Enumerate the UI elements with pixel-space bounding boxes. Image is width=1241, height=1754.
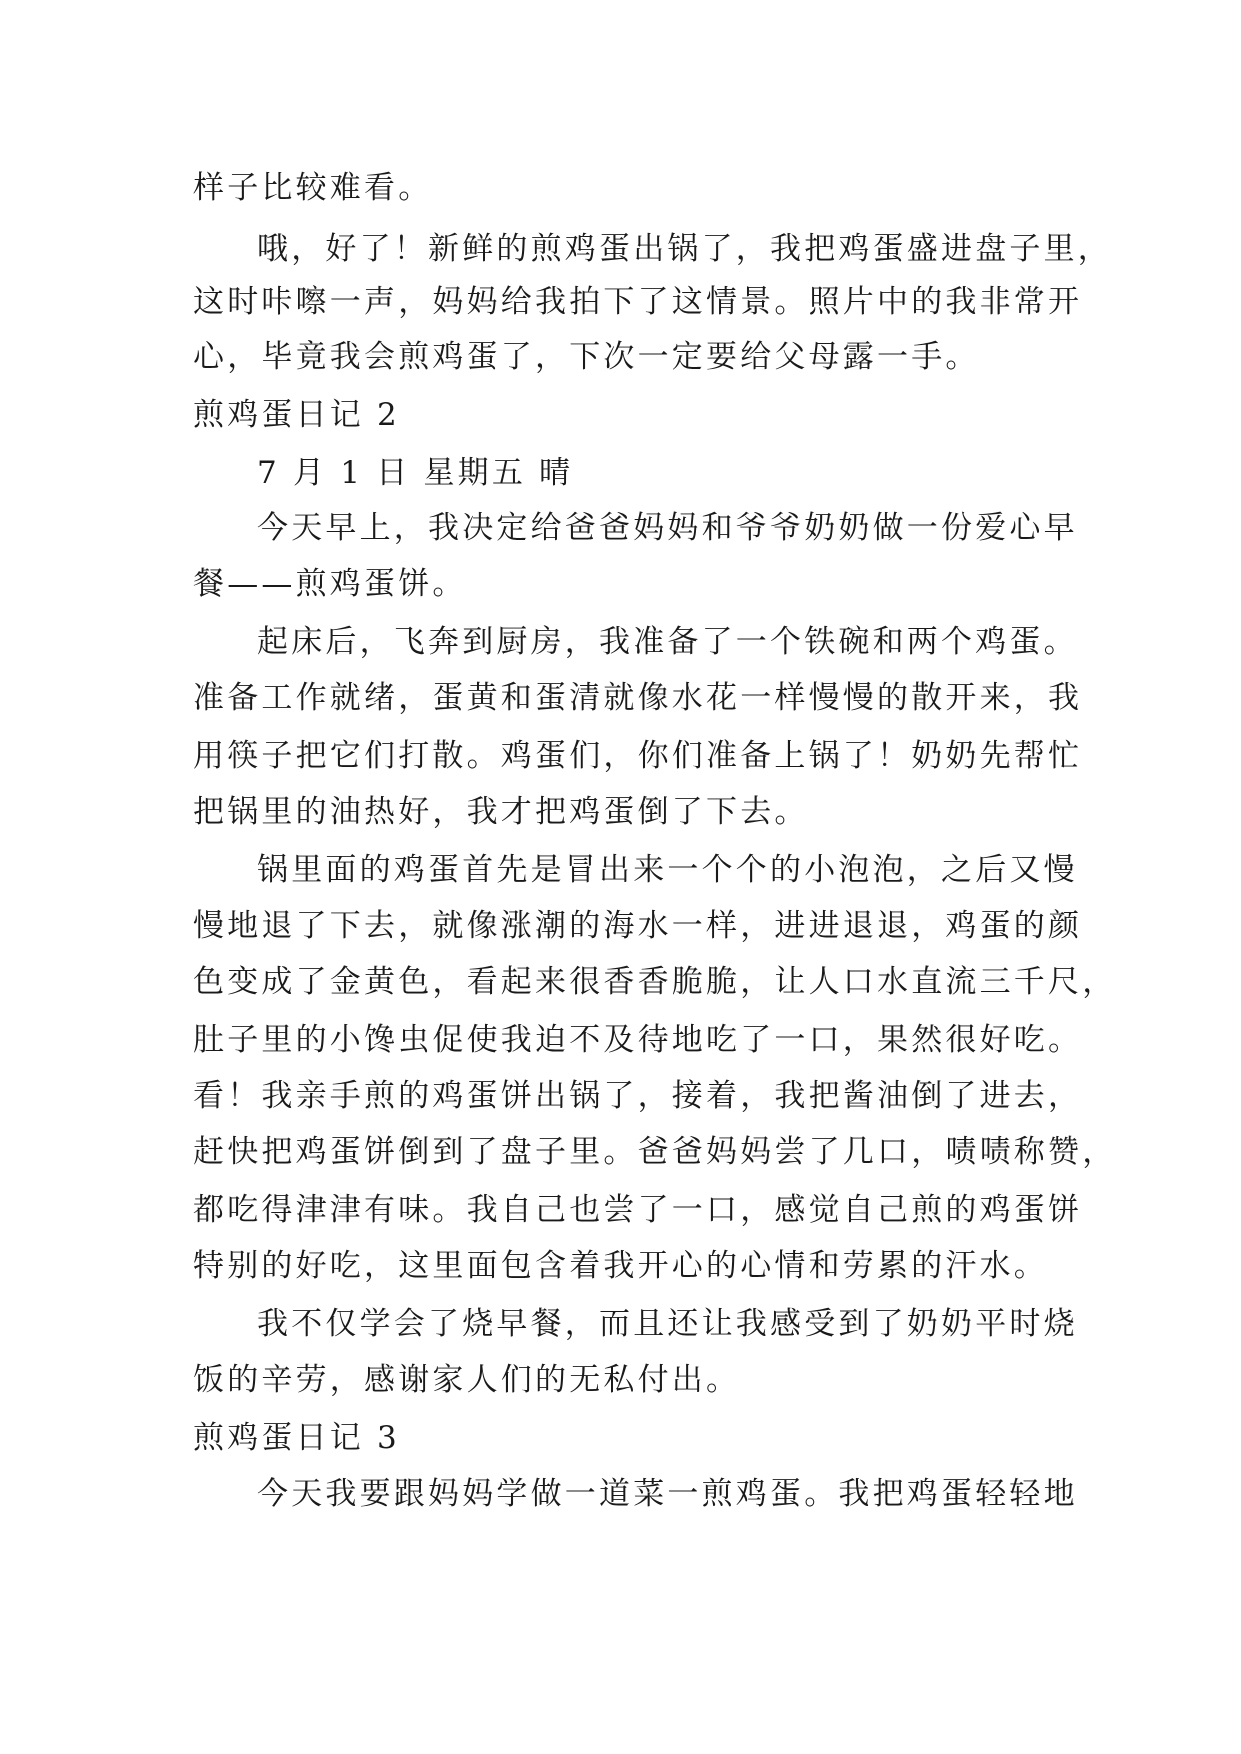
- paragraph-line: 哦，好了！新鲜的煎鸡蛋出锅了，我把鸡蛋盛进盘子里，: [257, 231, 1112, 267]
- paragraph-line: 特别的好吃，这里面包含着我开心的心情和劳累的汗水。: [193, 1248, 1048, 1284]
- paragraph-line: 饭的辛劳，感谢家人们的无私付出。: [193, 1362, 741, 1398]
- section-heading: 煎鸡蛋日记 2: [193, 397, 400, 433]
- paragraph-line: 心，毕竟我会煎鸡蛋了，下次一定要给父母露一手。: [193, 339, 980, 375]
- paragraph-line: 样子比较难看。: [193, 170, 433, 206]
- paragraph-line: 这时咔嚓一声，妈妈给我拍下了这情景。照片中的我非常开: [193, 284, 1083, 320]
- paragraph-line: 起床后，飞奔到厨房，我准备了一个铁碗和两个鸡蛋。: [257, 624, 1078, 660]
- paragraph-line: 准备工作就绪，蛋黄和蛋清就像水花一样慢慢的散开来，我: [193, 680, 1083, 716]
- paragraph-line: 赶快把鸡蛋饼倒到了盘子里。爸爸妈妈尝了几口，啧啧称赞，: [193, 1134, 1117, 1170]
- date-line: 7 月 1 日 星期五 晴: [257, 455, 574, 491]
- paragraph-line: 锅里面的鸡蛋首先是冒出来一个个的小泡泡，之后又慢: [257, 852, 1078, 888]
- paragraph-line: 慢地退了下去，就像涨潮的海水一样，进进退退，鸡蛋的颜: [193, 908, 1083, 944]
- paragraph-line: 用筷子把它们打散。鸡蛋们，你们准备上锅了！奶奶先帮忙: [193, 738, 1083, 774]
- paragraph-line: 色变成了金黄色，看起来很香香脆脆，让人口水直流三千尺，: [193, 964, 1117, 1000]
- paragraph-line: 今天早上，我决定给爸爸妈妈和爷爷奶奶做一份爱心早: [257, 510, 1078, 546]
- paragraph-line: 都吃得津津有味。我自己也尝了一口，感觉自己煎的鸡蛋饼: [193, 1192, 1083, 1228]
- section-heading: 煎鸡蛋日记 3: [193, 1420, 400, 1456]
- paragraph-line: 餐——煎鸡蛋饼。: [193, 566, 467, 602]
- paragraph-line: 今天我要跟妈妈学做一道菜一煎鸡蛋。我把鸡蛋轻轻地: [257, 1476, 1078, 1512]
- paragraph-line: 肚子里的小馋虫促使我迫不及待地吃了一口，果然很好吃。: [193, 1022, 1083, 1058]
- paragraph-line: 把锅里的油热好，我才把鸡蛋倒了下去。: [193, 794, 809, 830]
- paragraph-line: 我不仅学会了烧早餐，而且还让我感受到了奶奶平时烧: [257, 1306, 1078, 1342]
- paragraph-line: 看！我亲手煎的鸡蛋饼出锅了，接着，我把酱油倒了进去，: [193, 1078, 1083, 1114]
